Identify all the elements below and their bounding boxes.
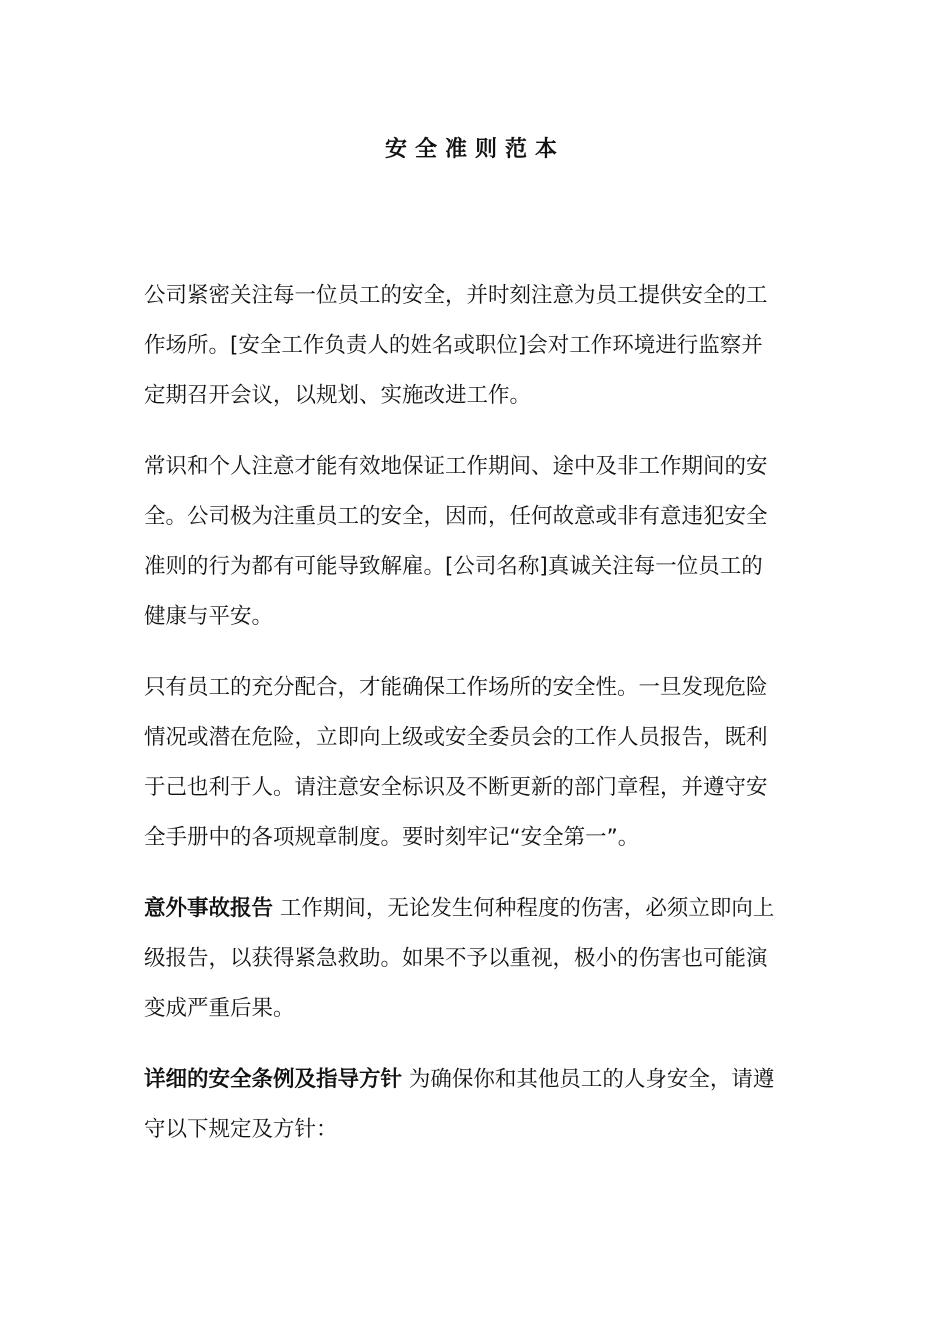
text-line: 常识和个人注意才能有效地保证工作期间、途中及非工作期间的安	[144, 454, 768, 479]
text-run: 为确保你和其他员工的人身安全，请遵	[402, 1067, 775, 1092]
text-line: 变成严重后果。	[144, 996, 295, 1021]
section-heading-accident-report: 意外事故报告	[144, 896, 274, 921]
text-line: 准则的行为都有可能导致解雇。[公司名称]真诚关注每一位员工的	[144, 554, 763, 579]
text-line: 定期召开会议，以规划、实施改进工作。	[144, 383, 532, 408]
paragraph-safety-guidelines	[144, 1055, 804, 1155]
paragraph-cooperation	[144, 663, 804, 863]
section-heading-safety-guidelines: 详细的安全条例及指导方针	[144, 1067, 403, 1092]
text-line: 公司紧密关注每一位员工的安全，并时刻注意为员工提供安全的工	[144, 283, 768, 308]
paragraph-intro	[144, 271, 804, 421]
text-line: 健康与平安。	[144, 604, 274, 629]
document-title: 安全准则范本	[384, 137, 565, 162]
text-line: 级报告，以获得紧急救助。如果不予以重视，极小的伤害也可能演	[144, 946, 768, 971]
text-line: 全手册中的各项规章制度。要时刻牢记“安全第一”。	[144, 825, 640, 850]
paragraph-accident-report	[144, 884, 804, 1034]
text-run: 工作期间，无论发生何种程度的伤害，必须立即向上	[273, 896, 775, 921]
text-line: 守以下规定及方针：	[144, 1117, 338, 1142]
text-line: 只有员工的充分配合，才能确保工作场所的安全性。一旦发现危险	[144, 675, 768, 700]
text-line: 全。公司极为注重员工的安全，因而，任何故意或非有意违犯安全	[144, 504, 768, 529]
document-body	[144, 271, 804, 1176]
text-line	[144, 1055, 804, 1105]
text-line: 作场所。[安全工作负责人的姓名或职位]会对工作环境进行监察并	[144, 333, 763, 358]
text-line: 于己也利于人。请注意安全标识及不断更新的部门章程，并遵守安	[144, 775, 768, 800]
text-line: 情况或潜在危险，立即向上级或安全委员会的工作人员报告，既利	[144, 725, 768, 750]
paragraph-common-sense	[144, 442, 804, 642]
text-line	[144, 884, 804, 934]
